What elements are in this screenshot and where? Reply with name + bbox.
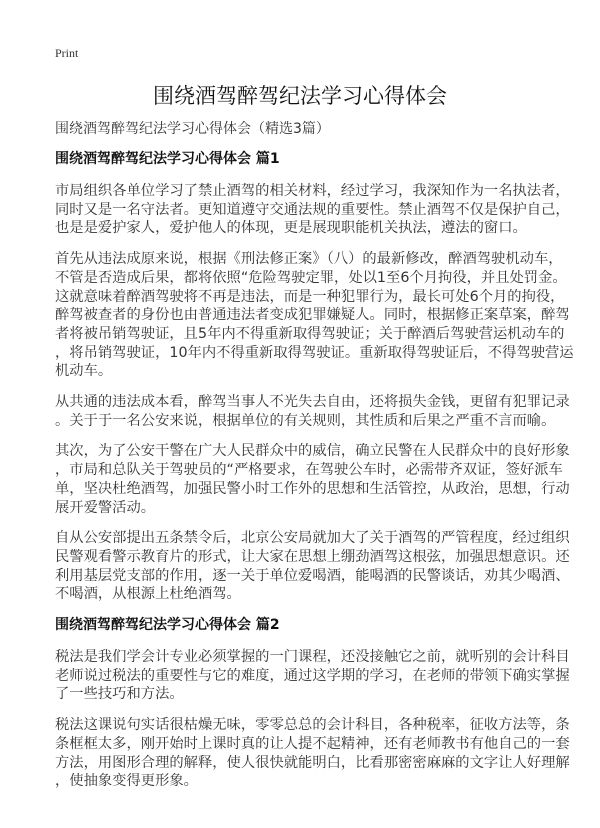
text-line: ，市局和总队关于驾驶员的“严格要求，在驾驶公车时，必需带齐双证，签好派车 [55,462,563,479]
text-line: 税法是我们学会计专业必须掌握的一门课程，还没接触它之前，就听别的会计科目 [55,649,570,666]
text-line: 自从公安部提出五条禁令后，北京公安局就加大了关于酒驾的严管程度，经过组织 [55,530,570,547]
paragraph [55,182,570,238]
text-line: 其次，为了公安干警在广大人民群众中的威信，确立民警在人民群众中的良好形象 [55,443,570,460]
text-line: 展开爱警活动。 [55,499,156,516]
text-line: ，使抽象变得更形象。 [55,773,198,790]
document-body [55,150,574,803]
text-line: 同时又是一名守法者。更知道遵守交通法规的重要性。禁止酒驾不仅是保护自己， [55,201,570,218]
section-heading: 围绕酒驾醉驾纪法学习心得体会 篇2 [55,617,280,634]
paragraph [55,648,570,704]
text-line: ，将吊销驾驶证，10年内不得重新取得驾驶证。重新取得驾驶证后，不得驾驶营运 [55,344,574,361]
paragraph [55,442,570,517]
paragraph [55,716,570,791]
text-line: 者将被吊销驾驶证，且5年内不得重新取得驾驶证；关于醉酒后驾驶营运机动车的 [55,325,565,342]
text-line: 从共通的违法成本看，醉驾当事人不光失去自由，还将损失金钱，更留有犯罪记录 [55,394,570,411]
text-line: 市局组织各单位学习了禁止酒驾的相关材料，经过学习，我深知作为一名执法者， [55,183,570,199]
text-line: 机动车。 [55,363,113,380]
text-line: 不管是否造成后果，都将依照“危险驾驶定罪，处以1至6个月拘役，并且处罚金。 [55,269,567,286]
text-line: 了一些技巧和方法。 [55,686,184,703]
text-line: 税法这课说句实话很枯燥无味，零零总总的会计科目，各种税率，征收方法等，条 [55,717,570,734]
paragraph [55,250,574,381]
text-line: 利用基层党支部的作用，逐一关于单位爱喝酒，能喝酒的民警谈话，劝其少喝酒、 [55,567,570,584]
text-line: 。关于于一名公安来说，根据单位的有关规则，其性质和后果之严重不言而喻。 [55,412,556,429]
text-line: 条框框太多，刚开始时上课时真的让人提不起精神，还有老师教书有他自己的一套 [55,735,570,752]
text-line: 老师说过税法的重要性与它的难度，通过这学期的学习，在老师的带领下确实掌握 [55,667,570,684]
text-line: 也是是爱护家人，爱护他人的体现，更是展现职能机关执法，遵法的窗口。 [55,220,527,237]
text-line: 方法，用图形合理的解释，使人很快就能明白，比看那密密麻麻的文字让人好理解 [55,754,570,771]
section-heading: 围绕酒驾醉驾纪法学习心得体会 篇1 [55,151,280,167]
document-subtitle: 围绕酒驾醉驾纪法学习心得体会（精选3篇） [55,121,330,137]
text-line: 这就意味着醉酒驾驶将不再是违法，而是一种犯罪行为，最长可处6个月的拘役， [55,288,565,305]
print-link[interactable]: Print [55,46,79,60]
text-line: 不喝酒，从根源上杜绝酒驾。 [55,586,241,603]
text-line: 单，坚决杜绝酒驾，加强民警小时工作外的思想和生活管控，从政治，思想，行动 [55,480,570,497]
text-line: 首先从违法成原来说，根据《刑法修正案》（八）的最新修改，醉酒驾驶机动车， [55,251,563,268]
paragraph [55,393,570,430]
text-line: 醉驾被查者的身份也由普通违法者变成犯罪嫌疑人。同时，根据修正案草案，醉驾 [55,307,570,324]
text-line: 民警观看警示教育片的形式，让大家在思想上绷劲酒驾这根弦，加强思想意识。还 [55,548,570,565]
page-title: 围绕酒驾醉驾纪法学习心得体会 [153,84,447,108]
paragraph [55,529,570,604]
